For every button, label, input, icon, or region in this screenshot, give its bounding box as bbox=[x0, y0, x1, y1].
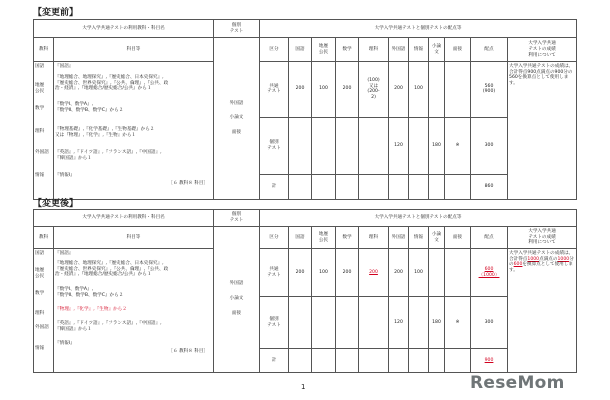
row-label-common: 共通 テスト bbox=[260, 62, 289, 118]
value-cell bbox=[289, 297, 312, 349]
value-cell: 100 bbox=[409, 249, 429, 297]
points-individual: 300 bbox=[471, 297, 508, 349]
empty-cell bbox=[429, 175, 445, 200]
subject-detail: 『情報Ⅰ』 bbox=[55, 173, 75, 179]
allocation-table-after bbox=[33, 209, 577, 373]
col-joho: 情報 bbox=[409, 227, 429, 249]
col-gaikokugo: 外国語 bbox=[389, 227, 409, 249]
col-joho: 情報 bbox=[409, 38, 429, 62]
note-header: 大学入学共通 テストの成績 利用について bbox=[508, 38, 577, 62]
individual-item: 小論文 bbox=[229, 296, 244, 302]
col-items: 科目等 bbox=[54, 38, 214, 62]
empty-cell bbox=[389, 175, 409, 200]
empty-cell bbox=[289, 349, 312, 373]
subject-detail: 『情報Ⅰ』 bbox=[55, 341, 75, 346]
empty-cell bbox=[289, 175, 312, 200]
subject-name: 外国語 bbox=[35, 150, 49, 156]
value-cell bbox=[312, 117, 336, 175]
value-cell: ※ bbox=[445, 297, 471, 349]
empty-cell bbox=[389, 349, 409, 373]
value-cell bbox=[429, 249, 445, 297]
note-changed-value: 1000 bbox=[557, 256, 570, 262]
col-shoronbun: 小論文 bbox=[429, 227, 445, 249]
row-label-total: 計 bbox=[260, 349, 289, 373]
header-common-subjects: 大学入学共通テストの利用教科・科目名 bbox=[34, 210, 214, 227]
col-kubun: 区分 bbox=[260, 227, 289, 249]
note-text: 分の bbox=[509, 256, 574, 268]
empty-cell bbox=[312, 175, 336, 200]
empty-cell bbox=[336, 175, 359, 200]
col-chireki: 地歴 公民 bbox=[312, 38, 336, 62]
points-total-changed: 900 bbox=[471, 349, 508, 373]
points-total: 860 bbox=[471, 175, 508, 200]
subjects-total: ［６ 教科８ 科目］ bbox=[168, 349, 209, 354]
value-cell: 200 bbox=[336, 249, 359, 297]
empty-cell bbox=[429, 349, 445, 373]
col-shoronbun: 小論文 bbox=[429, 38, 445, 62]
value-cell: (100) 又は (200- 2) bbox=[359, 62, 389, 118]
value-cell bbox=[336, 297, 359, 349]
header-allocation: 大学入学共通テストと個別テストの配点等 bbox=[260, 20, 577, 38]
value-cell: 200 bbox=[289, 249, 312, 297]
subject-name: 数学 bbox=[35, 291, 45, 296]
value-cell: 120 bbox=[389, 117, 409, 175]
section-title-before: 【変更前】 bbox=[33, 8, 79, 18]
subject-name: 理科 bbox=[35, 311, 45, 316]
value-cell bbox=[289, 117, 312, 175]
col-gaikokugo: 外国語 bbox=[389, 38, 409, 62]
subject-name: 情報 bbox=[35, 346, 45, 351]
col-subject: 教科 bbox=[34, 227, 54, 249]
empty-cell bbox=[445, 175, 471, 200]
note-changed-value: 1000 bbox=[527, 256, 540, 262]
points-common bbox=[471, 249, 508, 297]
value-cell: 100 bbox=[312, 62, 336, 118]
subject-detail: 『英語』,『ドイツ語』,『フランス語』,『中国語』, 『韓国語』から１ bbox=[55, 321, 162, 332]
col-mensetsu: 面接 bbox=[445, 38, 471, 62]
individual-item: 外国語 bbox=[229, 100, 244, 106]
note-header: 大学入学共通 テストの成績 利用について bbox=[508, 227, 577, 249]
note-changed-value: 600 bbox=[513, 262, 523, 268]
individual-items-cell bbox=[214, 227, 260, 373]
subject-name: 理科 bbox=[35, 129, 45, 135]
individual-item: 面接 bbox=[231, 310, 242, 316]
value-cell: 120 bbox=[389, 297, 409, 349]
subject-detail-changed: 『物理』,『化学』,『生物』から２ bbox=[55, 307, 127, 312]
value-cell bbox=[312, 297, 336, 349]
note-text: 大学入学共通テストの成績は、合計得点 bbox=[509, 251, 574, 262]
col-items: 科目等 bbox=[54, 227, 214, 249]
points-individual: 300 bbox=[471, 117, 508, 175]
row-label-individual: 個別 テスト bbox=[260, 297, 289, 349]
individual-item: 面接 bbox=[231, 130, 242, 135]
col-rika: 理科 bbox=[359, 38, 389, 62]
col-sugaku: 数学 bbox=[336, 38, 359, 62]
points-common-main: 600 bbox=[484, 266, 494, 272]
value-cell: 180 bbox=[429, 117, 445, 175]
row-label-common: 共通 テスト bbox=[260, 249, 289, 297]
value-cell bbox=[429, 62, 445, 118]
col-haiten: 配点 bbox=[471, 227, 508, 249]
individual-item: 外国語 bbox=[229, 281, 244, 287]
header-common-subjects: 大学入学共通テストの利用教科・科目名 bbox=[34, 20, 214, 38]
subject-detail: 『数学Ⅰ、数学A』, 『数学Ⅱ、数学B、数学C』から２ bbox=[55, 102, 124, 113]
subject-detail: 『国語』 bbox=[55, 251, 74, 256]
header-individual-test: 個別 テスト bbox=[214, 20, 260, 38]
value-cell: 200 bbox=[336, 62, 359, 118]
points-common: 560 (900) bbox=[471, 62, 508, 118]
col-kokugo: 国語 bbox=[289, 227, 312, 249]
note-text: 点満点の bbox=[539, 256, 558, 262]
header-allocation: 大学入学共通テストと個別テストの配点等 bbox=[260, 210, 577, 227]
subject-name: 情報 bbox=[35, 173, 45, 179]
col-subject: 教科 bbox=[34, 38, 54, 62]
subject-names-cell bbox=[34, 249, 54, 373]
subject-name: 地歴 公民 bbox=[35, 268, 45, 279]
subject-details-cell bbox=[54, 249, 214, 373]
subject-detail: 『地理総合、地理探究』,『歴史総合、日本史探究』, 『歴史総合、世界史探究』,『公共、倫理』,『公共、政 治・経済』,『地理総合/歴史総合/公共』から１ bbox=[55, 261, 169, 278]
subject-detail: 『地理総合、地理探究』,『歴史総合、日本史探究』, 『歴史総合、世界史探究』,『公共、倫理』,『公共、政 治・経済』,『地理総合/歴史総合/公共』から１ bbox=[55, 75, 169, 92]
value-cell-changed: 200 bbox=[359, 249, 389, 297]
value-cell: 100 bbox=[409, 62, 429, 118]
allocation-table-before bbox=[33, 19, 577, 200]
individual-item: 小論文 bbox=[229, 115, 244, 121]
col-haiten: 配点 bbox=[471, 38, 508, 62]
empty-cell bbox=[312, 349, 336, 373]
value-cell: 200 bbox=[389, 249, 409, 297]
page-number: 1 bbox=[301, 383, 306, 391]
col-rika: 理科 bbox=[359, 227, 389, 249]
note-text: を換算点として使用します。 bbox=[509, 262, 573, 274]
subject-detail: 『英語』,『ドイツ語』,『フランス語』,『中国語』, 『韓国語』から１ bbox=[55, 150, 162, 161]
subject-name: 外国語 bbox=[35, 325, 49, 330]
subject-name: 国語 bbox=[35, 251, 45, 256]
value-cell bbox=[336, 117, 359, 175]
subject-name: 国語 bbox=[35, 64, 45, 70]
value-cell bbox=[359, 117, 389, 175]
subjects-total: ［６ 教科８ 科目］ bbox=[168, 181, 209, 187]
note-body bbox=[508, 249, 577, 373]
value-cell: 180 bbox=[429, 297, 445, 349]
value-cell: ※ bbox=[445, 117, 471, 175]
header-individual-test: 個別 テスト bbox=[214, 210, 260, 227]
value-cell: 200 bbox=[289, 62, 312, 118]
row-label-total: 計 bbox=[260, 175, 289, 200]
subject-detail: 『国語』 bbox=[55, 64, 74, 70]
empty-cell bbox=[409, 349, 429, 373]
value-cell bbox=[359, 297, 389, 349]
value-cell bbox=[445, 62, 471, 118]
value-cell bbox=[409, 117, 429, 175]
col-chireki: 地歴 公民 bbox=[312, 227, 336, 249]
col-kubun: 区分 bbox=[260, 38, 289, 62]
empty-cell bbox=[359, 349, 389, 373]
empty-cell bbox=[336, 349, 359, 373]
subject-detail: 『物理基礎』,『化学基礎』,『生物基礎』から２ 又は『物理』,『化学』,『生物』から１ bbox=[55, 127, 155, 138]
subject-name: 地歴 公民 bbox=[35, 83, 45, 94]
value-cell bbox=[445, 249, 471, 297]
value-cell: 200 bbox=[389, 62, 409, 118]
empty-cell bbox=[409, 175, 429, 200]
individual-items-cell bbox=[214, 38, 260, 200]
col-sugaku: 数学 bbox=[336, 227, 359, 249]
subject-details-cell bbox=[54, 62, 214, 200]
empty-cell bbox=[359, 175, 389, 200]
section-title-after: 【変更後】 bbox=[33, 199, 79, 209]
subject-names-cell bbox=[34, 62, 54, 200]
empty-cell bbox=[445, 349, 471, 373]
row-label-individual: 個別 テスト bbox=[260, 117, 289, 175]
subject-detail: 『数学Ⅰ、数学A』, 『数学Ⅱ、数学B、数学C』から２ bbox=[55, 287, 124, 298]
value-cell: 100 bbox=[312, 249, 336, 297]
value-cell bbox=[409, 297, 429, 349]
col-kokugo: 国語 bbox=[289, 38, 312, 62]
subject-name: 数学 bbox=[35, 106, 45, 112]
points-common-sub: （1000） bbox=[478, 272, 500, 278]
col-mensetsu: 面接 bbox=[445, 227, 471, 249]
note-body: 大学入学共通テストの成績は、合計得点900点満点の900分の560を換算点として使用します。 bbox=[508, 62, 577, 200]
resemom-logo: ReseMom bbox=[470, 373, 565, 393]
